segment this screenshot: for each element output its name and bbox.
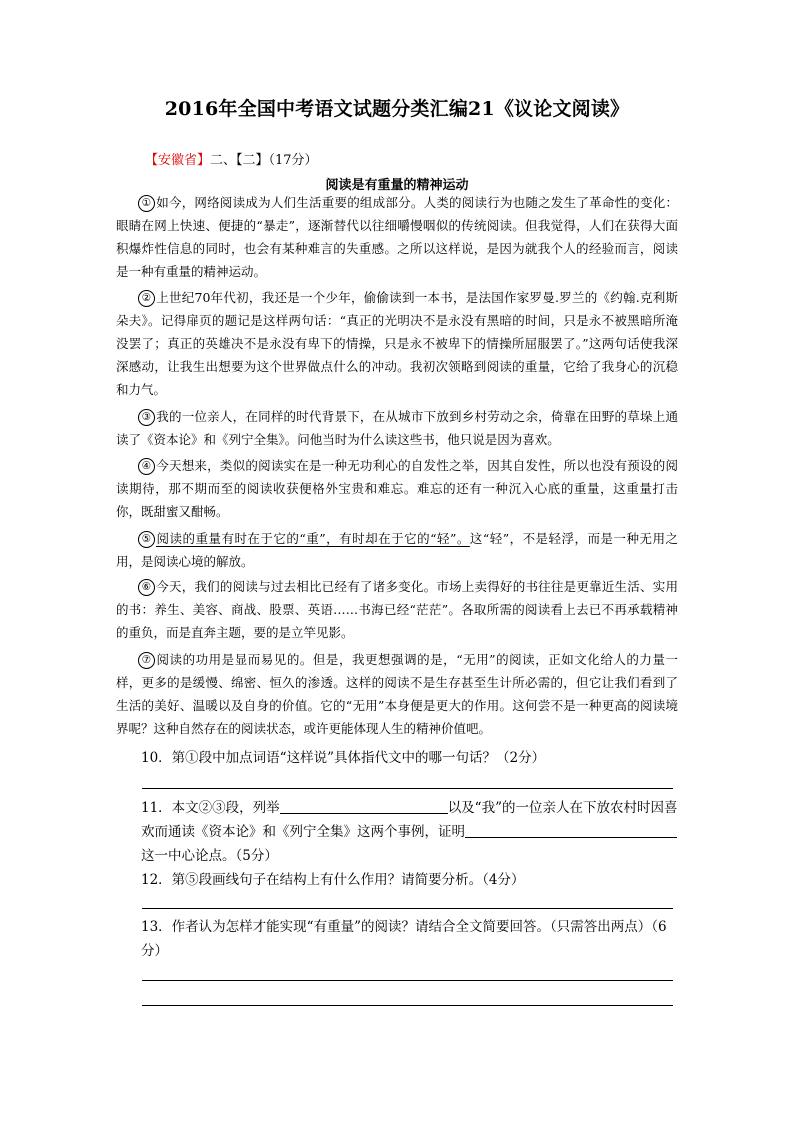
question-text: 10．第①段中加点词语“这样说”具体指代文中的哪一句话？（2分） xyxy=(141,750,546,766)
paragraph-number: ③ xyxy=(138,409,155,426)
paragraph-6 xyxy=(116,575,678,644)
answer-line[interactable] xyxy=(142,1005,673,1006)
document-title: 2016年全国中考语文试题分类汇编21《议论文阅读》 xyxy=(164,98,630,120)
paragraph-number: ⑤ xyxy=(138,531,155,548)
question-12 xyxy=(116,868,678,892)
paragraph-number: ① xyxy=(138,195,155,212)
paragraph-text: 上世纪70年代初，我还是一个少年，偷偷读到一本书，是法国作家罗曼.罗兰的《约翰.克利斯朵夫》。记得扉页的题记是这样两句话：“真正的光明决不是永没有黑暗的时间，只是永不被黑暗所淹没罢了；真正的英雄决不是永没有卑下的情操，只是永不被卑下的情操所屈服罢了。”这两句话使我深深感动，让我生出想要为这个世界做点什么的冲动。我初次领略到阅读的重量，它给了我身心的沉稳和力气。 xyxy=(116,290,678,397)
answer-blank[interactable] xyxy=(280,799,448,814)
paragraph-3 xyxy=(116,405,678,451)
question-11 xyxy=(116,796,678,868)
question-text: 12．第⑤段画线句子在结构上有什么作用？请简要分析。（4分） xyxy=(141,872,525,888)
paragraph-7 xyxy=(116,648,678,740)
paragraph-text: 我的一位亲人，在同样的时代背景下，在从城市下放到乡村劳动之余，倚靠在田野的草垛上通读了《资本论》和《列宁全集》。问他当时为什么读这些书，他只说是因为喜欢。 xyxy=(116,409,678,447)
article-title: 阅读是有重量的精神运动 xyxy=(325,178,469,193)
question-13 xyxy=(116,915,678,963)
paragraph-1 xyxy=(116,191,678,283)
paragraph-text: 这“轻”，不是轻浮，而是一种无用之用，是阅读心境的解放。 xyxy=(116,531,678,569)
paragraph-number: ④ xyxy=(138,458,155,475)
answer-line[interactable] xyxy=(142,788,673,789)
province-label: 【安徽省】 xyxy=(145,153,211,168)
paragraph-text: 今天，我们的阅读与过去相比已经有了诸多变化。市场上卖得好的书往往是更靠近生活、实用的书：养生、美容、商战、股票、英语……书海已经“茫茫”。各取所需的阅读看上去已不再承载精神的重负，而是直奔主题，要的是立竿见影。 xyxy=(116,579,678,640)
paragraph-number: ⑦ xyxy=(138,652,155,669)
paragraph-number: ⑥ xyxy=(138,579,155,596)
section-heading xyxy=(145,149,318,168)
answer-blank[interactable] xyxy=(465,823,677,838)
paragraph-5 xyxy=(116,527,678,573)
paragraph-4 xyxy=(116,454,678,523)
paragraph-text: 如今，网络阅读成为人们生活重要的组成部分。人类的阅读行为也随之发生了革命性的变化：眼睛在网上快速、便捷的“暴走”，逐渐替代以往细嚼慢咽似的传统阅读。但我觉得，人们在获得大面积爆炸性信息的同时，也会有某种难言的失重感。之所以这样说，是因为就我个人的经验而言，阅读是一种有重量的精神运动。 xyxy=(116,195,678,279)
question-text: 11．本文②③段，列举 xyxy=(141,800,280,816)
question-text: 以及“我”的一位亲人在下放农村时因喜欢而通读《资本论》和《列宁全集》这两个事例，证明 xyxy=(141,800,678,840)
answer-line[interactable] xyxy=(142,980,673,981)
underlined-sentence: 阅读的重量有时在于它的“重”，有时却在于它的“轻”。 xyxy=(156,531,470,546)
question-text: 13．作者认为怎样才能实现“有重量”的阅读？请结合全文简要回答。（只需答出两点）（6分） xyxy=(141,919,667,959)
question-10 xyxy=(116,746,678,770)
paragraph-number: ② xyxy=(138,290,155,307)
question-text: 这一中心论点。（5分） xyxy=(141,848,278,864)
section-label: 二、【二】（17分） xyxy=(210,153,318,168)
paragraph-text: 阅读的功用是显而易见的。但是，我更想强调的是，“无用”的阅读，正如文化给人的力量一样，更多的是缓慢、绵密、恒久的渗透。这样的阅读不是生存甚至生计所必需的，但它让我们看到了生活的美好、温暖以及自身的价值。它的“无用”本身便是更大的作用。这何尝不是一种更高的阅读境界呢？这种自然存在的阅读状态，或许更能体现人生的精神价值吧。 xyxy=(116,652,678,736)
answer-line[interactable] xyxy=(142,908,673,909)
paragraph-text: 今天想来，类似的阅读实在是一种无功利心的自发性之举，因其自发性，所以也没有预设的阅读期待，那不期而至的阅读收获便格外宝贵和难忘。难忘的还有一种沉入心底的重量，这重量打击你，既甜蜜又酣畅。 xyxy=(116,458,678,519)
paragraph-2 xyxy=(116,286,678,401)
